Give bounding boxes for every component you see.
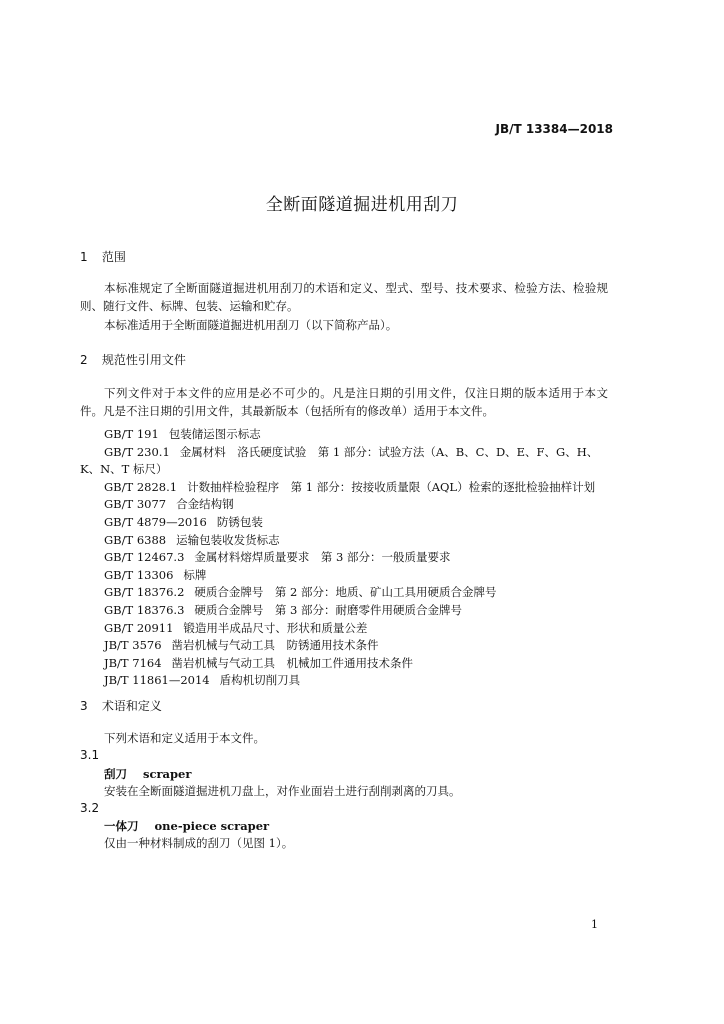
applicability-paragraph: 本标准适用于全断面隧道掘进机用刮刀（以下简称产品）。: [104, 318, 398, 332]
section-number: 2: [80, 353, 88, 367]
reference-item: JB/T 7164 凿岩机械与气动工具 机械加工件通用技术条件: [104, 655, 414, 670]
reference-item: GB/T 12467.3 金属材料熔焊质量要求 第 3 部分：一般质量要求: [104, 550, 451, 565]
reference-item: GB/T 2828.1 计数抽样检验程序 第 1 部分：按接收质量限（AQL）检索的逐批检验抽样计划: [104, 479, 596, 494]
reference-item: GB/T 18376.3 硬质合金牌号 第 3 部分：耐磨零件用硬质合金牌号: [104, 602, 463, 617]
reference-list: [80, 426, 610, 690]
term-name: [104, 766, 191, 782]
section-1-heading: [80, 248, 126, 265]
terms-intro: 下列术语和定义适用于本文件。: [104, 731, 265, 745]
reference-item: GB/T 6388 运输包装收发货标志: [104, 532, 280, 547]
section-number: 3: [80, 699, 88, 713]
term-name: [104, 818, 269, 834]
term-number: 3.2: [80, 801, 100, 815]
term-number: 3.1: [80, 748, 100, 762]
reference-item: GB/T 191 包装储运图示标志: [104, 427, 261, 441]
section-number: 1: [80, 250, 88, 264]
reference-item: GB/T 4879—2016 防锈包装: [104, 514, 263, 529]
reference-item: GB/T 230.1 金属材料 洛氏硬度试验 第 1 部分：试验方法（A、B、C、D、E、F、G、H、K、N、T 标尺）: [80, 444, 599, 477]
section-3-heading: [80, 697, 162, 714]
reference-item: GB/T 20911 锻造用半成品尺寸、形状和质量公差: [104, 620, 368, 635]
term-en: scraper: [143, 767, 192, 781]
reference-item: GB/T 13306 标牌: [104, 567, 207, 582]
page-number: 1: [591, 918, 598, 931]
references-intro: 下列文件对于本文件的应用是必不可少的。凡是注日期的引用文件，仅注日期的版本适用于本文件。凡是不注日期的引用文件，其最新版本（包括所有的修改单）适用于本文件。: [80, 386, 608, 418]
term-definition: 安装在全断面隧道掘进机刀盘上，对作业面岩土进行刮削剥离的刀具。: [104, 784, 461, 798]
reference-item: JB/T 3576 凿岩机械与气动工具 防锈通用技术条件: [104, 638, 379, 653]
section-title: 范围: [101, 250, 126, 264]
reference-item: GB/T 18376.2 硬质合金牌号 第 2 部分：地质、矿山工具用硬质合金牌号: [104, 585, 497, 600]
section-2-heading: [80, 351, 186, 368]
term-zh: 一体刀: [104, 819, 139, 833]
term-definition: 仅由一种材料制成的刮刀（见图 1）。: [104, 836, 294, 850]
section-title: 术语和定义: [101, 699, 162, 713]
reference-item: JB/T 11861—2014 盾构机切削刀具: [104, 673, 301, 688]
standard-code: JB/T 13384—2018: [495, 122, 613, 136]
reference-item: GB/T 3077 合金结构钢: [104, 497, 234, 512]
term-zh: 刮刀: [104, 767, 127, 781]
document-title: 全断面隧道掘进机用刮刀: [265, 195, 459, 215]
term-en: one-piece scraper: [154, 819, 270, 833]
section-title: 规范性引用文件: [101, 353, 186, 367]
scope-paragraph: 本标准规定了全断面隧道掘进机用刮刀的术语和定义、型式、型号、技术要求、检验方法、检验规则、随行文件、标牌、包装、运输和贮存。: [80, 281, 608, 313]
